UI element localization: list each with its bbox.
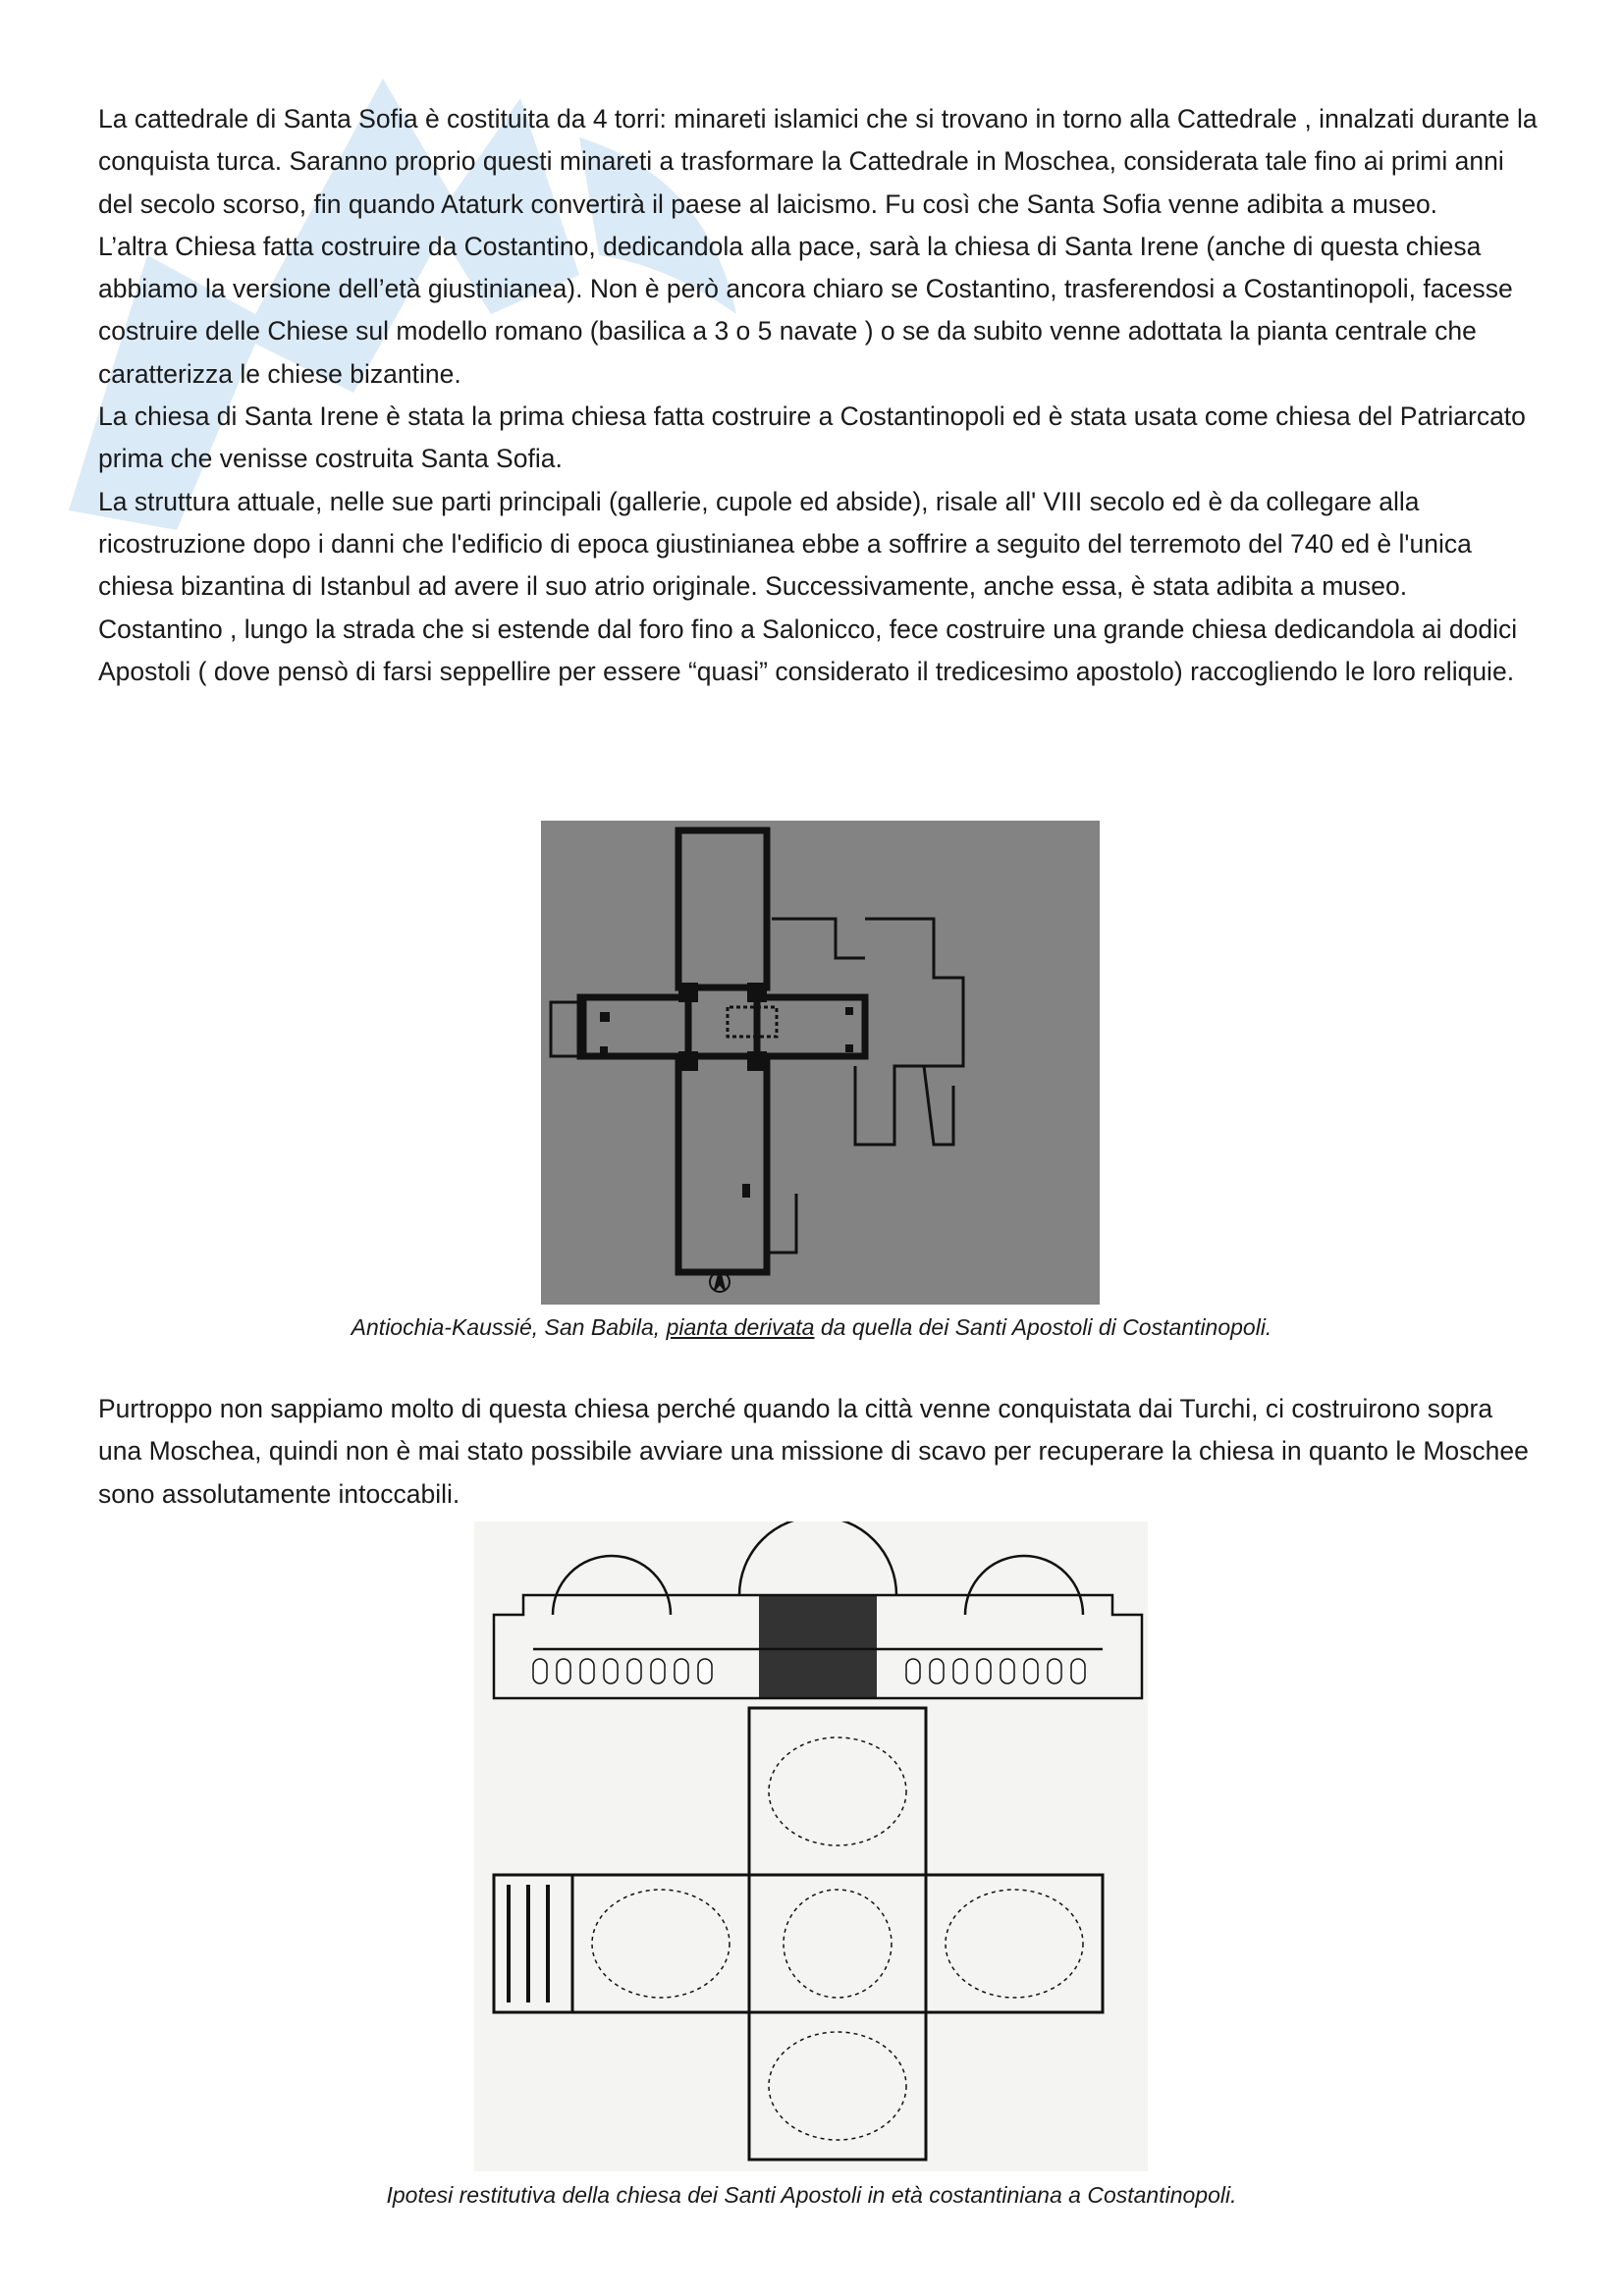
body-text-top [98,98,1542,693]
body-text-middle [98,1388,1542,1516]
caption-underlined-term: pianta derivata [666,1314,815,1340]
paragraph-santa-irene-patriarcato: La chiesa di Santa Irene è stata la prima chiesa fatta costruire a Costantinopoli ed è stata usata come chiesa del Patriarcato prima che venisse costruita Santa Sofia. [98,401,1526,474]
paragraph-santi-apostoli: Costantino , lungo la strada che si estende dal foro fino a Salonicco, fece costruire una grande chiesa dedicandola ai dodici Apostoli ( dove pensò di farsi seppellire per essere “quasi” considerato il tredicesimo apostolo) raccogliendo le loro reliquie. [98,614,1518,686]
floor-plan-drawing [494,1708,1103,2160]
figure-santi-apostoli-reconstruction [474,1522,1148,2171]
paragraph-moschea: Purtroppo non sappiamo molto di questa chiesa perché quando la città venne conquistata dai Turchi, ci costruirono sopra una Moschea, quindi non è mai stato possibile avviare una missione di scavo per recuperare la chiesa in quanto le Moschee sono assolutamente intoccabili. [98,1394,1529,1509]
figure1-caption: Antiochia-Kaussié, San Babila, pianta derivata da quella dei Santi Apostoli di Costantinopoli. [351,1314,1272,1340]
paragraph-struttura-attuale: La struttura attuale, nelle sue parti principali (gallerie, cupole ed abside), risale all' VIII secolo ed è da collegare alla ricostruzione dopo i danni che l'edificio di epoca giustinianea ebbe a soffrire a seguito del terremoto del 740 ed è l'unica chiesa bizantina di Istanbul ad avere il suo atrio originale. Successivamente, anche essa, è stata adibita a museo. [98,486,1472,602]
paragraph-santa-irene-intro: L’altra Chiesa fatta costruire da Costantino, dedicandola alla pace, sarà la chiesa di Santa Irene (anche di questa chiesa abbiamo la versione dell’età giustinianea). Non è però ancora chiaro se Costantino, trasferendosi a Costantinopoli, facesse costruire delle Chiese sul modello romano (basilica a 3 o 5 navate ) o se da subito venne adottata la pianta centrale che caratterizza le chiese bizantine. [98,231,1513,389]
figure2-caption: Ipotesi restitutiva della chiesa dei Santi Apostoli in età costantiniana a Costantinopoli. [386,2182,1237,2208]
figure-san-babila-plan [541,821,1100,1305]
paragraph-santa-sofia: La cattedrale di Santa Sofia è costituita da 4 torri: minareti islamici che si trovano in torno alla Cattedrale , innalzati durante la conquista turca. Saranno proprio questi minareti a trasformare la Cattedrale in Moschea, considerata tale fino ai primi anni del secolo scorso, fin quando Ataturk convertirà il paese al laicismo. Fu così che Santa Sofia venne adibita a museo. [98,104,1538,219]
